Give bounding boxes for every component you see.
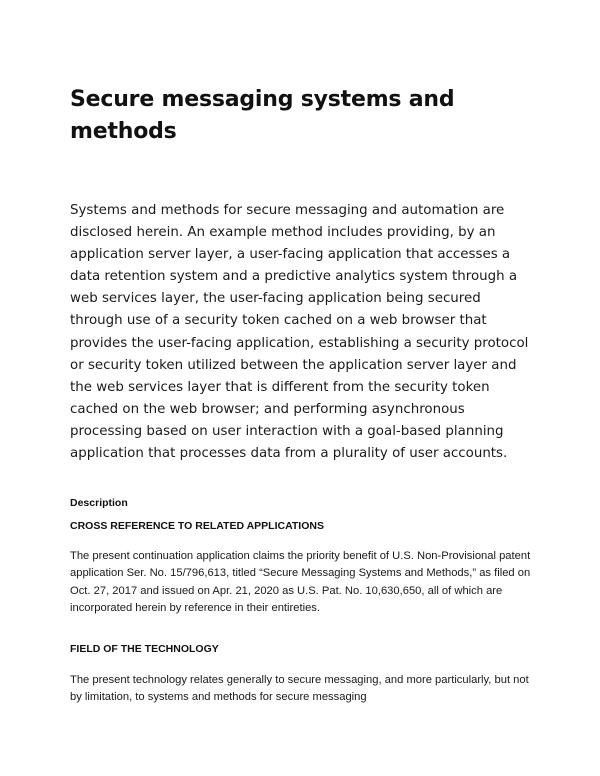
section-heading-cross-reference: CROSS REFERENCE TO RELATED APPLICATIONS	[70, 520, 324, 532]
abstract-paragraph: Systems and methods for secure messaging and automation are disclosed herein. An example method includes providing, by an application server layer, a user-facing application that accesses a data retention system and a predictive analytics system through a web services layer, the user-facing application being secured through use of a security token cached on a web browser that provides the user-facing application, establishing a security protocol or security token utilized between the application server layer and the web services layer that is different from the security token cached on the web browser; and performing asynchronous processing based on user interaction with a goal-based planning application that processes data from a plurality of user accounts.	[70, 203, 529, 462]
section-heading-field-of-technology: FIELD OF THE TECHNOLOGY	[70, 643, 219, 655]
section-text-cross-reference: The present continuation application claims the priority benefit of U.S. Non-Provisional patent application Ser. No. 15/796,613, titled “Secure Messaging Systems and Methods,” as filed on Oct. 27, 2017 and issued on Apr. 21, 2020 as U.S. Pat. No. 10,630,650, all of which are incorporated herein by reference in their entireties.	[70, 550, 531, 615]
section-text-field-of-technology: The present technology relates generally to secure messaging, and more particularly, but not by limitation, to systems and methods for secure messaging	[70, 674, 529, 704]
description-label: Description	[70, 497, 128, 509]
document-title: Secure messaging systems and methods	[70, 87, 455, 144]
